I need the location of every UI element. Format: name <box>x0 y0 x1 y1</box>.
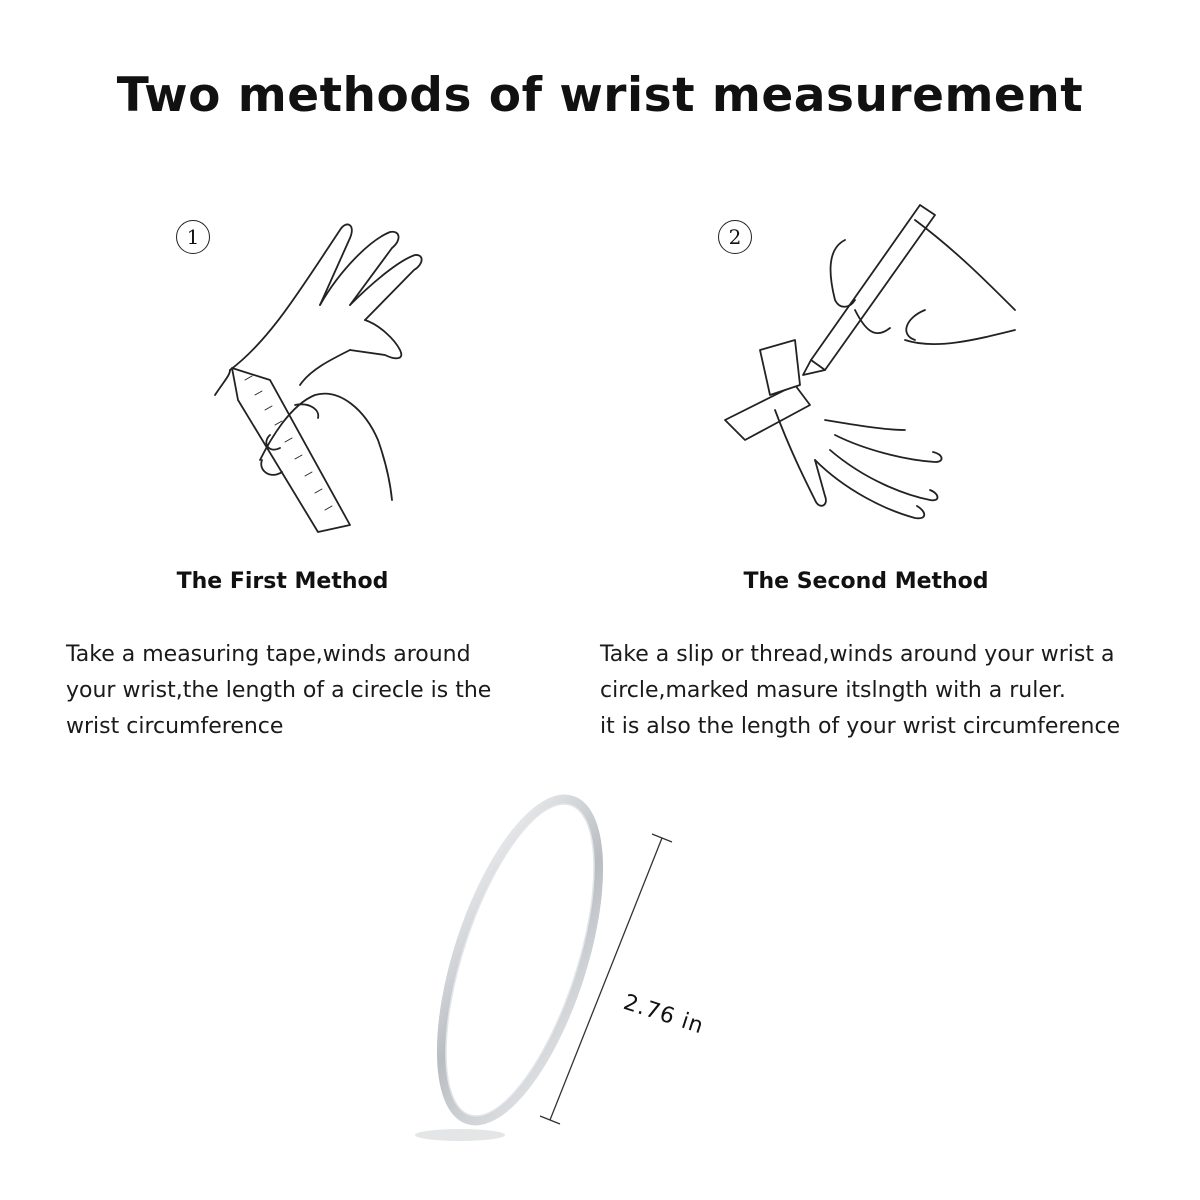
method-1-line-3: wrist circumference <box>66 714 284 739</box>
method-1-description <box>66 637 491 745</box>
dimension-label: 2.76 in <box>620 990 707 1040</box>
hand-pen-slip-illustration <box>715 200 1025 540</box>
method-2-line-2: circle,marked masure itslngth with a ruler. <box>600 678 1066 703</box>
step-number-1: 1 <box>176 220 210 254</box>
method-2-line-1: Take a slip or thread,winds around your wrist a <box>600 642 1115 667</box>
method-1-line-2: your wrist,the length of a cirecle is the <box>66 678 492 703</box>
method-2-heading: The Second Method <box>743 569 989 594</box>
method-1-heading: The First Method <box>176 569 389 594</box>
method-2-line-3: it is also the length of your wrist circumference <box>600 714 1121 739</box>
bangle-shadow <box>415 1129 505 1141</box>
step-number-2: 2 <box>718 220 752 254</box>
page-title: Two methods of wrist measurement <box>116 68 1084 123</box>
bangle-bracelet-image <box>400 790 700 1150</box>
dimension-line <box>540 834 672 1124</box>
hand-measuring-tape-illustration <box>200 210 430 540</box>
method-1-line-1: Take a measuring tape,winds around <box>66 642 471 667</box>
method-2-description <box>600 637 1120 745</box>
